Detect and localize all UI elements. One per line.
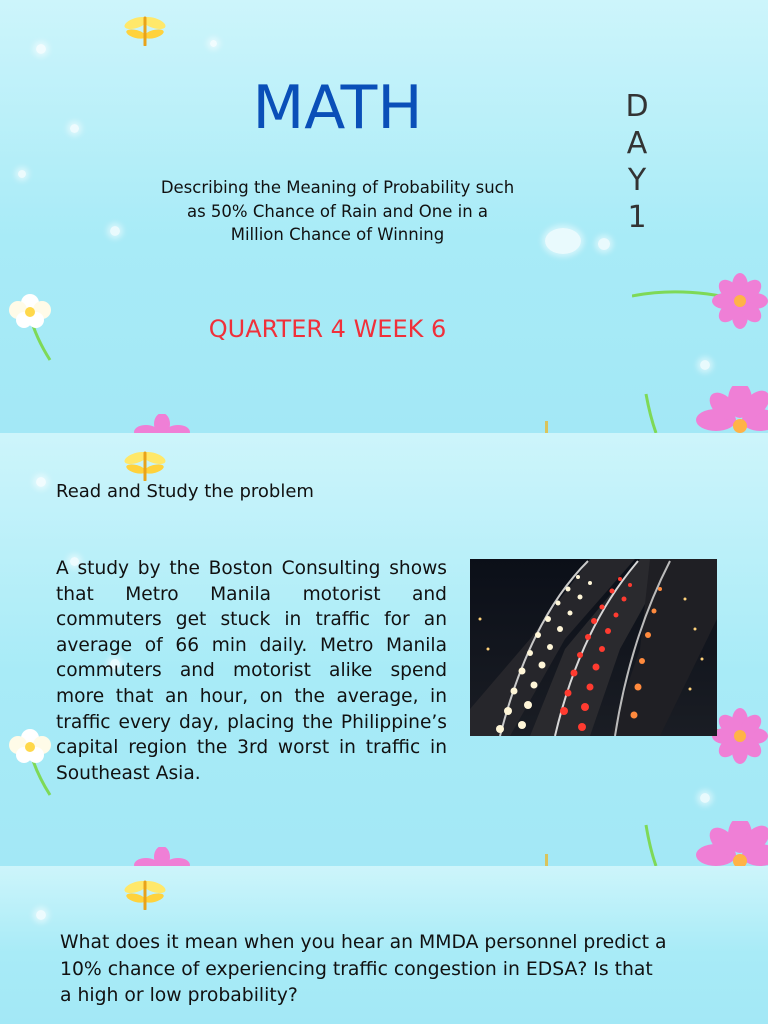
pink-flower-icon (638, 821, 768, 866)
lesson-subtitle: Describing the Meaning of Probability such as 50% Chance of Rain and One in a Million Chance of Winning (160, 178, 515, 244)
bokeh-dot (700, 793, 710, 803)
bokeh-dot (110, 226, 120, 236)
question-text: What does it mean when you hear an MMDA personnel predict a 10% chance of experiencing traffic congestion in EDSA? Is that a high or low probability? (60, 932, 667, 1006)
traffic-photo (470, 559, 717, 736)
white-flower-icon (2, 290, 62, 365)
dragonfly-icon (120, 14, 170, 46)
page-title: MATH (252, 73, 423, 143)
bokeh-dot (545, 228, 581, 254)
white-flower-icon (2, 725, 62, 800)
day-letter: 1 (627, 200, 647, 235)
pink-flower-icon (134, 847, 190, 866)
problem-heading: Read and Study the problem (56, 481, 314, 502)
dragonfly-icon (120, 878, 170, 910)
day-letter: Y (627, 163, 647, 198)
bokeh-dot (700, 360, 710, 370)
day-letter: D (625, 89, 649, 124)
stem-mark (545, 421, 548, 433)
pink-flower-icon (632, 272, 768, 334)
problem-paragraph: A study by the Boston Consulting shows that Metro Manila motorist and commuters get stuck in traffic for an average of 66 min daily. Metro Manila commuters and motorist alike spend more that an hour, on the average, in traffic every day, placing the Philippine’s capital region the 3rd worst in traffic in Southeast Asia. (56, 558, 447, 784)
dragonfly-icon (120, 449, 170, 481)
pink-flower-icon (134, 414, 190, 433)
quarter-week-label: QUARTER 4 WEEK 6 (208, 315, 447, 343)
bokeh-dot (36, 910, 46, 920)
stem-mark (545, 854, 548, 866)
bokeh-dot (598, 238, 610, 250)
bokeh-dot (36, 44, 46, 54)
bokeh-dot (210, 40, 217, 47)
day-letter: A (626, 126, 648, 161)
day-label (622, 88, 652, 236)
bokeh-dot (36, 477, 46, 487)
pink-flower-icon (638, 386, 768, 433)
bokeh-dot (18, 170, 26, 178)
slide-1 (0, 0, 768, 433)
